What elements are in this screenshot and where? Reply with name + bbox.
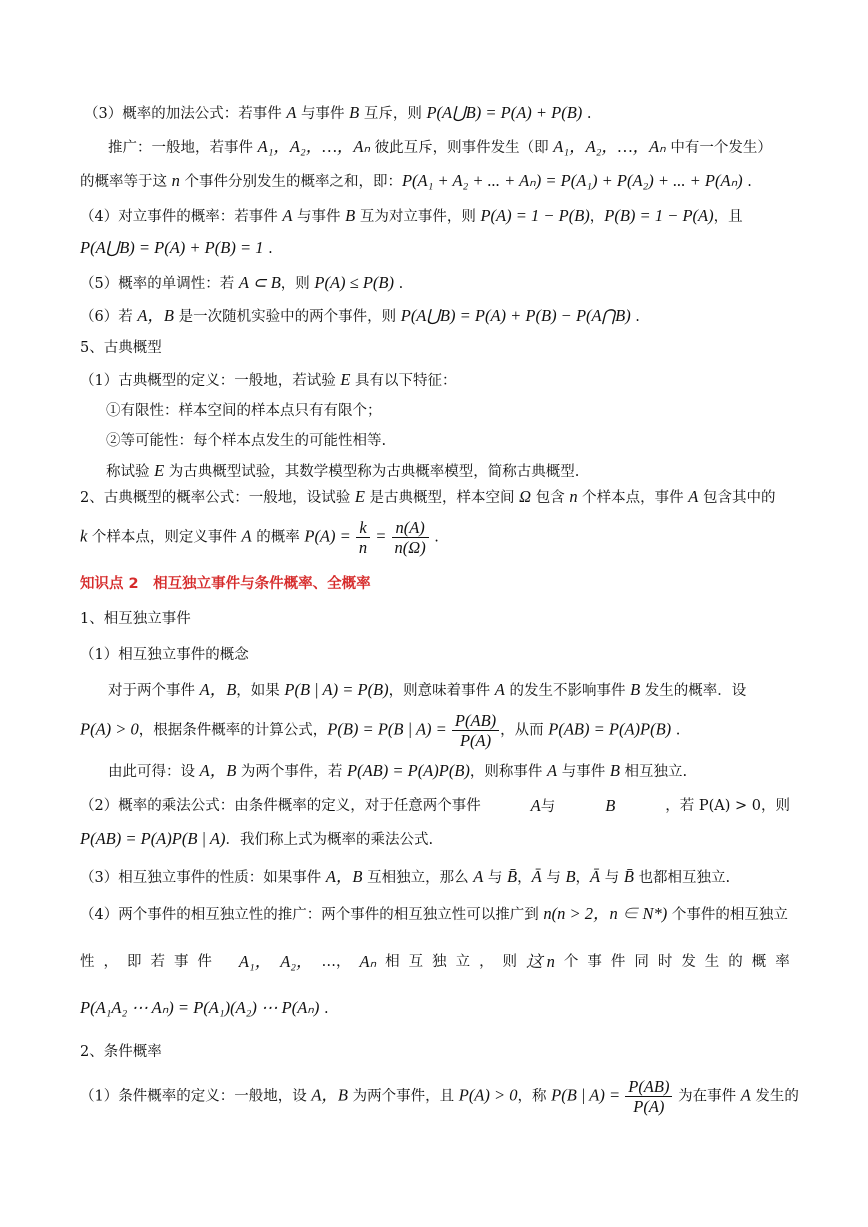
section-heading: 2、条件概率 <box>80 1044 162 1060</box>
list-item: ①有限性：样本空间的样本点只有有限个； <box>106 403 382 419</box>
formula-line: k 个样本点，则定义事件 A 的概率 P(A) = $\frac{k}{n}$ = $\frac{n(A)}{n(\Omega)}$ . <box>80 518 439 557</box>
text-line: （2）概率的乘法公式：由条件概率的定义，对于任意两个事件 A与 B ，若 P(A) > 0，则 <box>80 796 790 815</box>
section-heading: 1、相互独立事件 <box>80 611 191 627</box>
formula-line: P(A₁A₂ ⋯ Aₙ) = P(A₁)(A₂) ⋯ P(Aₙ) . <box>80 998 329 1017</box>
fraction: $\frac{P(AB)}{P(A)}$ <box>452 711 499 750</box>
subsection-heading: （1）相互独立事件的概念 <box>80 647 249 663</box>
text-line: （4）两个事件的相互独立性的推广：两个事件的相互独立性可以推广到 n(n > 2，n ∈ N*) 个事件的相互独立 <box>80 904 788 923</box>
formula-line: （1）条件概率的定义：一般地，设 A，B 为两个事件，且 P(A) > 0，称 P(B | A) = $\frac{P(AB)}{P(A)}$ 为在事件 A 发生的 <box>80 1077 799 1116</box>
text-line: P(A⋃B) = P(A) + P(B) = 1 . <box>80 238 273 257</box>
fraction: $\frac{k}{n}$ <box>356 518 370 557</box>
text-line: （5）概率的单调性：若 A ⊂ B，则 P(A) ≤ P(B) . <box>80 273 404 292</box>
formula-line: P(A) > 0，根据条件概率的计算公式，P(B) = P(B | A) = $\frac{P(AB)}{P(A)}$ ，从而 P(AB) = P(A)P(B) . <box>80 711 681 750</box>
text-line: 称试验 E 为古典概型试验，其数学模型称为古典概率模型，简称古典概型. <box>106 461 580 480</box>
text-line: （1）古典概型的定义：一般地，若试验 E 具有以下特征： <box>80 370 457 389</box>
list-item: ②等可能性：每个样本点发生的可能性相等. <box>106 433 387 449</box>
fraction: $\frac{n(A)}{n(\Omega)}$ <box>392 518 429 557</box>
text-line: 性 ， 即 若 事 件 A₁， A₂， …， Aₙ 相 互 独 立 ， 则 这 n 个 事 件 同 时 发 生 的 概 率 <box>80 952 790 971</box>
text-line: （6）若 A，B 是一次随机实验中的两个事件，则 P(A⋃B) = P(A) + P(B) − P(A⋂B) . <box>80 306 640 325</box>
knowledge-point-heading: 知识点 2 相互独立事件与条件概率、全概率 <box>80 576 371 592</box>
section-heading: 5、古典概型 <box>80 340 162 356</box>
text-line: 2、古典概型的概率公式：一般地，设试验 E 是古典概型，样本空间 Ω 包含 n 个样本点，事件 A 包含其中的 <box>80 487 776 506</box>
text-line: 对于两个事件 A，B，如果 P(B | A) = P(B)，则意味着事件 A 的发生不影响事件 B 发生的概率．设 <box>108 680 747 699</box>
text-line: （3）概率的加法公式：若事件 A 与事件 B 互斥，则 P(A⋃B) = P(A) + P(B) . <box>84 103 592 122</box>
text-line: 的概率等于这 n 个事件分别发生的概率之和，即：P(A₁ + A₂ + ... + Aₙ) = P(A₁) + P(A₂) + ... + P(Aₙ) . <box>80 171 752 190</box>
text-line: 推广：一般地，若事件 A₁，A₂，…，Aₙ 彼此互斥，则事件发生（即 A₁，A₂，…，Aₙ 中有一个发生） <box>108 137 772 156</box>
text-line: （4）对立事件的概率：若事件 A 与事件 B 互为对立事件，则 P(A) = 1 − P(B)，P(B) = 1 − P(A)，且 <box>80 206 743 225</box>
text-line: 由此可得：设 A，B 为两个事件，若 P(AB) = P(A)P(B)，则称事件 A 与事件 B 相互独立. <box>108 761 688 780</box>
text-line: （3）相互独立事件的性质：如果事件 A，B 互相独立，那么 A 与 B̄，Ā 与 B，Ā 与 B̄ 也都相互独立. <box>80 867 731 886</box>
text-line: P(AB) = P(A)P(B | A)．我们称上式为概率的乘法公式. <box>80 829 434 848</box>
fraction: $\frac{P(AB)}{P(A)}$ <box>625 1077 672 1116</box>
